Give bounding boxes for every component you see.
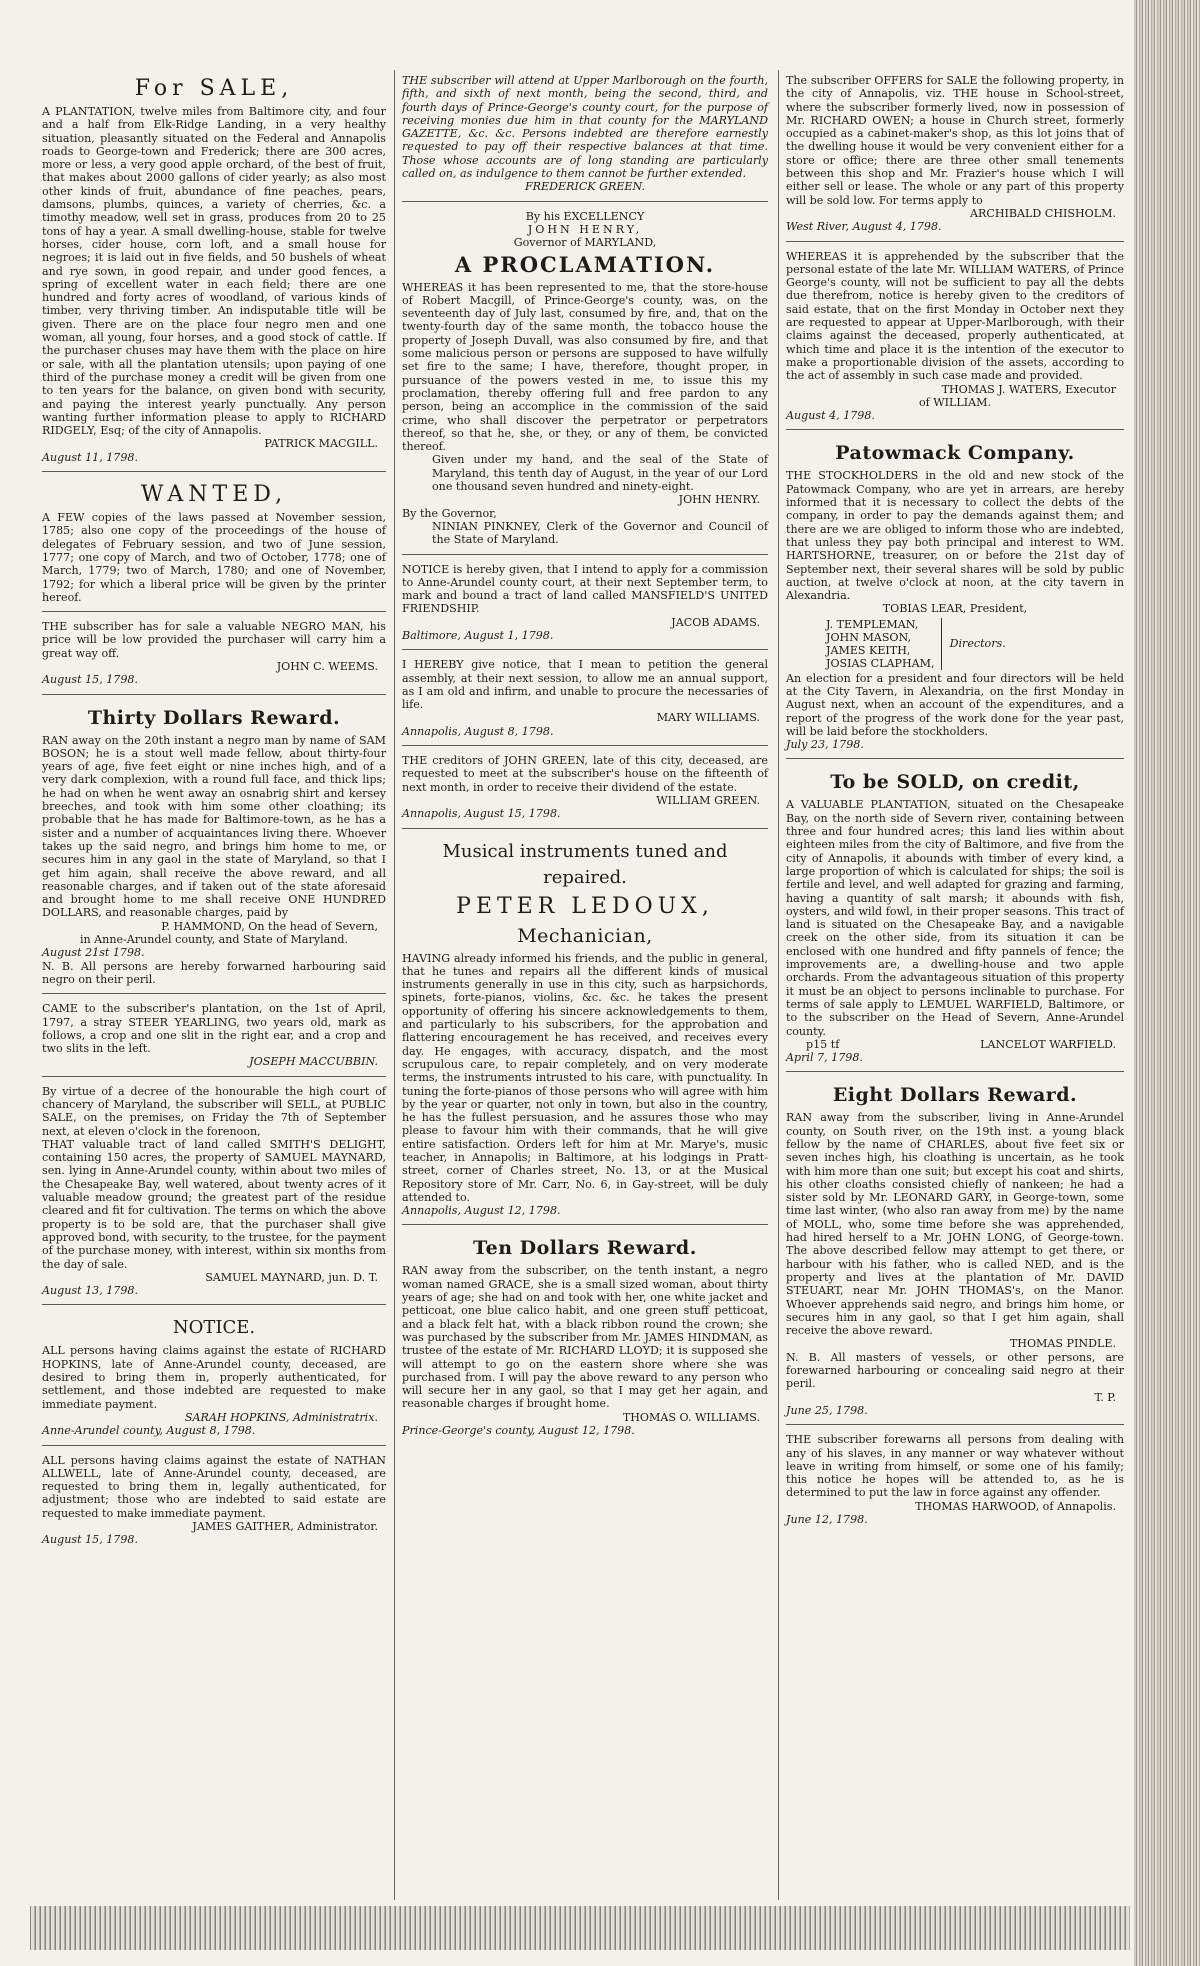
ad-signer: JOHN C. WEEMS. (276, 659, 378, 673)
mary-williams-ad (402, 654, 768, 746)
ad-heading-name: PETER LEDOUX, (456, 893, 714, 919)
ad-signer: SAMUEL MAYNARD, jun. D. T. (205, 1270, 378, 1284)
creditors-ad (402, 750, 768, 828)
ad-date: West River, August 4, 1798. (786, 220, 942, 234)
directors-list (826, 618, 1124, 670)
column-rule (394, 70, 395, 1900)
ad-heading: A PROCLAMATION. (454, 251, 716, 277)
ad-code: p15 tf (806, 1037, 840, 1051)
eight-dollars-ad (786, 1076, 1124, 1425)
ad-date: Anne-Arundel county, August 8, 1798. (42, 1424, 256, 1438)
ad-date: August 11, 1798. (42, 450, 139, 464)
ad-signer: THOMAS O. WILLIAMS. (622, 1410, 760, 1424)
ad-signer-line: in Anne-Arundel county, and State of Maryland. (79, 933, 349, 947)
ad-body: WHEREAS it is apprehended by the subscriber that the personal estate of the late Mr. WILLIAM WATERS, of Prince George's county, will not be sufficient to pay all the debts due therefrom, notice is hereby given to the creditors of said estate, that on the first Monday in October next they are requested to appear at Upper-Marlborough, with their claims against the deceased, properly authenticated, at which time and place it is the intention of the executor to make a proportionable division of the assets, according to the act of assembly in such case made and provided. (786, 249, 1124, 383)
scan-bottom-edge (30, 1906, 1130, 1950)
ad-heading: NOTICE. (172, 1317, 256, 1339)
proclamation-name: JOHN HENRY, (527, 222, 643, 236)
ad-body: CAME to the subscriber's plantation, on the 1st of April, 1797, a stray STEER YEARLING, two years old, mark as follows, a crop and one slit in the right ear, and a crop and two slits in the left. (42, 1002, 386, 1056)
thirty-dollars-ad (42, 699, 386, 995)
ad-body: NOTICE is hereby given, that I intend to apply for a commission to Anne-Arundel county court, at their next September term, to mark and bound a tract of land called MANSFIELD'S UNITED FRIENDSHIP. (402, 562, 768, 616)
patowmack-ad (786, 434, 1124, 759)
ad-signer: THOMAS J. WATERS, Executor (941, 382, 1116, 396)
ad-body-election: An election for a president and four directors will be held at the City Tavern, in Alexandria, on the first Monday in August next, when an account of the expenditures, and a report of the progress of the work done for the year past, will be laid before the stockholders. (786, 671, 1124, 738)
ad-date: April 7, 1798. (786, 1051, 863, 1065)
ad-signer: JACOB ADAMS. (671, 615, 760, 629)
chancery-ad (42, 1081, 386, 1306)
ad-date: June 25, 1798. (786, 1403, 868, 1417)
ad-body: HAVING already informed his friends, and the public in general, that he tunes and repairs all the different kinds of musical instruments generally in use in this city, such as harpsichords, spinets, forte-pianos, violins, &c. &c. he takes the present opportunity of offering his sincere acknowledgements to them, and particularly to his subscribers, for the approbation and flattering encouragement he has received, and receives every day. He engages, with accuracy, dispatch, and the most scrupulous care, to repair completely, and on very moderate terms, the instruments intrusted to his care, with punctuality. In tuning the forte-pianos of those persons who will agree with him by the year or quarter, not only in town, but also in the country, he has the fullest persuasion, and he assures those who may please to favour him with their commands, that he will give entire satisfaction. Orders left for him at Mr. Marye's, music teacher, in Annapolis; in Baltimore, at his lodgings in Pratt-street, corner of Charles street, No. 13, or at the Musical Repository store of Mr. Carr, No. 6, in Gay-street, will be duly attended to. (402, 951, 768, 1204)
proclamation-office: Governor of MARYLAND, (513, 236, 657, 250)
ad-heading: WANTED, (140, 482, 288, 508)
ad-body: RAN away on the 20th instant a negro man by name of SAM BOSON; he is a stout well made fellow, about thirty-four years of age, five feet eight or nine inches high, and of a very dark complexion, with a round full face, and thick lips; he had on when he went away an osnabrig shirt and kersey breeches, and took with him some other cloathing; its probable that he has made for Baltimore-town, as he has a sister and a number of acquaintances living there. Whoever takes up the said negro, and brings him home to me, or secures him in any gaol in the state of Maryland, so that I get him again, shall receive the above reward, and all reasonable charges, and if taken out of the state aforesaid and brought home to me shall receive ONE HUNDRED DOLLARS, and reasonable charges, paid by (42, 733, 386, 920)
director-name: JOHN MASON, (826, 630, 912, 644)
director-name: J. TEMPLEMAN, (826, 617, 919, 631)
ad-body: RAN away from the subscriber, living in Anne-Arundel county, on South river, on the 19th inst. a young black fellow by the name of CHARLES, about five feet six or seven inches high, his cloathing is uncertain, as he took with him more than one suit; but except his coat and shirts, his other cloaths consisted chiefly of nankeen; he had a sister sold by Mr. LEONARD GARY, in George-town, some time last winter, (who also ran away from me) by the name of MOLL, who, some time before she was apprehended, had hired herself to a Mr. JOHN LONG, of George-town. The above described fellow may attempt to get there, or harbour with his father, who is called NED, and is the property and lives at the plantation of Mr. DAVID STEUART, near Mr. JOHN THOMAS's, on the Manor. Whoever apprehends said negro, and brings him home, or secures him in any gaol, so that I get him again, shall receive the above reward. (786, 1111, 1124, 1338)
ad-body: A VALUABLE PLANTATION, situated on the Chesapeake Bay, on the north side of Severn river, containing between three and four hundred acres; this land lies within about eighteen miles from the city of Baltimore, and five from the city of Annapolis, it abounds with timber of every kind, a large proportion of which is calculated for ships; the soil is fertile and level, and well adapted for grazing and farming, having a quantity of salt marsh; it abounds with fish, oysters, and wild fowl, in their proper seasons. This tract of land is situated on the Chesapeake Bay, and a navigable creek on the other side, from its situation it can be enclosed with one hundred and fifty pannels of fence; the improvements are, a dwelling-house and two apple orchards. From the advantageous situation of this property it must be an object to persons inclinable to purchase. For terms of sale apply to LEMUEL WARFIELD, Baltimore, or to the subscriber on the Head of Severn, Anne-Arundel county. (786, 798, 1124, 1038)
ad-signer: LANCELOT WARFIELD. (980, 1037, 1116, 1051)
director-name: JAMES KEITH, (826, 643, 911, 657)
ad-signer: P. HAMMOND, On the head of Severn, (161, 919, 378, 933)
ten-dollars-ad (402, 1229, 768, 1444)
ad-date: Annapolis, August 12, 1798. (402, 1204, 561, 1218)
ad-date: August 13, 1798. (42, 1284, 139, 1298)
binding-edge (1134, 0, 1200, 1966)
ad-date: June 12, 1798. (786, 1513, 868, 1527)
ad-note: N. B. All masters of vessels, or other persons, are forewarned harbouring or concealing said negro at their peril. (786, 1350, 1124, 1391)
proclamation-given: Given under my hand, and the seal of the State of Maryland, this tenth day of August, in the year of our Lord one thousand seven hundred and ninety-eight. (432, 453, 768, 494)
ad-signer: SARAH HOPKINS, Administratrix. (184, 1410, 378, 1424)
ad-body: ALL persons having claims against the estate of RICHARD HOPKINS, late of Anne-Arundel county, deceased, are desired to bring them in, properly authenticated, for settlement, and those indebted are requested to make immediate payment. (42, 1344, 386, 1411)
proclamation-by: By his EXCELLENCY (525, 209, 645, 223)
ad-heading: Ten Dollars Reward. (473, 1237, 697, 1260)
sale-ad (42, 70, 386, 472)
ad-date: Annapolis, August 8, 1798. (402, 724, 554, 738)
column-2 (402, 70, 768, 1448)
ad-body: THE creditors of JOHN GREEN, late of this city, deceased, are requested to meet at the subscriber's house on the fifteenth of next month, in order to receive their dividend of the estate. (402, 754, 768, 794)
ad-heading-trade: Mechanician, (517, 924, 653, 947)
ad-heading: Thirty Dollars Reward. (87, 706, 341, 729)
ad-date: August 15, 1798. (42, 673, 139, 687)
ad-body: The subscriber OFFERS for SALE the following property, in the city of Annapolis, viz. THE house in School-street, where the subscriber formerly lived, now in possession of Mr. RICHARD OWEN; a house in Church street, formerly occupied as a cabinet-maker's shop, as this lot joins that of the dwelling house it would be very convenient either for a store or office; there are three other small tenements between this shop and Mr. Frazier's house which I will either sell or lease. The whole or any part of this property will be sold low. For terms apply to (786, 74, 1124, 207)
ad-signer: JAMES GAITHER, Administrator. (192, 1520, 378, 1534)
ad-body: RAN away from the subscriber, on the tenth instant, a negro woman named GRACE, she is a small sized woman, about thirty years of age; she had on and took with her, one white jacket and petticoat, one blue calico habit, and one green stuff petticoat, and a black felt hat, with a black ribbon round the crown; she was purchased by the subscriber from Mr. JAMES HINDMAN, as trustee of the estate of Mr. RICHARD LLOYD; it is supposed she will attempt to go on the eastern shore where she was purchased from. I will pay the above reward to any person who will secure her in any gaol, so that I may get her again, and reasonable charges if brought home. (402, 1264, 768, 1411)
ad-body: A FEW copies of the laws passed at November session, 1785; also one copy of the proceedings of the house of delegates of February session, and two of June session, 1777; one copy of March, and two of October, 1778; one of March, 1779; two of March, 1780; and one of November, 1792; for which a liberal price will be given by the printer hereof. (42, 511, 386, 604)
ad-signer: MARY WILLIAMS. (656, 711, 760, 725)
sold-ad (786, 763, 1124, 1072)
column-rule (778, 70, 779, 1900)
ad-heading: For SALE, (134, 76, 294, 101)
ad-date: Annapolis, August 15, 1798. (402, 807, 561, 821)
weems-ad (42, 616, 386, 694)
director-name: JOSIAS CLAPHAM, (826, 656, 935, 670)
ad-date: Prince-George's county, August 12, 1798. (402, 1424, 635, 1438)
ad-body: THE STOCKHOLDERS in the old and new stock of the Patowmack Company, who are yet in arrears, are hereby informed that it is necessary to collect the debts of the company, in order to pay the demands against them; and there are we are obliged to inform those who are indebted, that unless they pay both principal and interest to WM. HARTSHORNE, treasurer, on or before the 21st day of September next, their several shares will be sold by public auction, at twelve o'clock at noon, at the city tavern in Alexandria. (786, 469, 1124, 603)
ad-body: I HEREBY give notice, that I mean to petition the general assembly, at their next session, to allow me an annual support, as I am old and infirm, and unable to procure the necessaries of life. (402, 658, 768, 712)
adams-ad (402, 559, 768, 651)
steer-ad (42, 998, 386, 1076)
proclamation (402, 206, 768, 555)
ad-signer: JOSEPH MACCUBBIN. (249, 1055, 378, 1069)
harwood-ad (786, 1429, 1124, 1533)
ad-note: N. B. All persons are hereby forwarned harbouring said negro on their peril. (42, 959, 386, 986)
ad-body: A PLANTATION, twelve miles from Baltimore city, and four and a half from Elk-Ridge Landing, in a very healthy situation, pleasantly situated on the Federal and Annapolis roads to George-town and Frederick; there are 300 acres, more or less, a very good apple orchard, of the best of fruit, that makes about 2000 gallons of cider yearly; as also most other kinds of fruit, abundance of fine peaches, pears, damsons, plumbs, quinces, a variety of cherries, &c. a timothy meadow, well set in grass, produces from 20 to 25 tons of hay a year. A small dwelling-house, stable for twelve horses, cider house, corn loft, and a small house for negroes; it is laid out in five fields, and 50 bushels of wheat and rye sown, in good repair, and under good fences, a spring of excellent water in each field; there are one hundred and forty acres of woodland, of various kinds of timber, very thriving timber. An indisputable title will be given. There are on the place four negro men and one woman, all young, four horses, and a good stock of cattle. If the purchaser chuses may have them with the place on hire or sale, with all the plantation utensils; upon paying of one third of the purchase money a credit will be given from one to ten years for the balance, on given bond with security, and paying the interest yearly punctually. Any person wanting further information please to apply to RICHARD RIDGELY, Esq; of the city of Annapolis. (42, 105, 386, 438)
ad-date: July 23, 1798. (786, 738, 864, 752)
green-ad (402, 70, 768, 202)
ad-heading: To be SOLD, on credit, (830, 771, 1080, 794)
wanted-ad (42, 476, 386, 612)
ad-signer: ARCHIBALD CHISHOLM. (969, 206, 1116, 220)
ad-intro: By virtue of a decree of the honourable the high court of chancery of Maryland, the subscriber will SELL, at PUBLIC SALE, on the premises, on Friday the 7th of September next, at eleven o'clock in the forenoon, (42, 1084, 386, 1138)
ad-date: August 15, 1798. (42, 1533, 139, 1547)
ad-date: Baltimore, August 1, 1798. (402, 628, 554, 642)
ad-heading: Eight Dollars Reward. (832, 1084, 1078, 1107)
ad-body: WHEREAS it has been represented to me, that the store-house of Robert Macgill, of Prince-George's county, was, on the seventeenth day of July last, consumed by fire, and, that on the twenty-fourth day of the same month, the tobacco house the property of Joseph Duvall, was also consumed by fire, and that some malicious person or persons are supposed to have wilfully set fire to the same; I have, therefore, thought proper, in pursuance of the powers vested in me, to issue this my proclamation, thereby offering full and free pardon to any person, being an accomplice in the commission of the said crime, who shall discover the perpetrator or perpetrators thereof, so that he, she, or they, or any of them, be convicted thereof. (402, 280, 768, 454)
ad-body: THE subscriber will attend at Upper Marlborough on the fourth, fifth, and sixth of next month, being the second, third, and fourth days of Prince-George's county court, for the purpose of receiving monies due him in that county for the MARYLAND GAZETTE, &c. &c. Persons indebted are therefore earnestly requested to pay off their respective balances at that time. Those whose accounts are of long standing are particularly called on, as indulgence to them cannot be further extended. (402, 74, 768, 181)
ad-signer: JOHN HENRY. (678, 493, 760, 507)
chisholm-ad (786, 70, 1124, 242)
ad-signer-line: of WILLIAM. (918, 395, 992, 409)
ad-heading: Patowmack Company. (835, 442, 1075, 465)
ad-date: August 4, 1798. (786, 409, 875, 423)
ad-body: ALL persons having claims against the estate of NATHAN ALLWELL, late of Anne-Arundel county, deceased, are requested to bring them in, legally authenticated, for adjustment; those who are indebted to said estate are requested to make immediate payment. (42, 1453, 386, 1520)
ledoux-ad (402, 833, 768, 1226)
directors-label: Directors. (949, 637, 1006, 651)
proclamation-clerk: NINIAN PINKNEY, Clerk of the Governor and Council of the State of Maryland. (432, 519, 768, 547)
notice-ad (42, 1309, 386, 1445)
ad-body: THAT valuable tract of land called SMITH'S DELIGHT, containing 150 acres, the property of SAMUEL MAYNARD, sen. lying in Anne-Arundel county, within about two miles of the Chesapeake Bay, well watered, about twenty acres of it valuable meadow ground; the greatest part of the residue cleared and fit for cultivation. The terms on which the above property is to be sold are, that the purchaser shall give approved bond, with security, to the trustee, for the payment of the purchase money, with interest, within six months from the day of sale. (42, 1137, 386, 1271)
ad-body: THE subscriber forewarns all persons from dealing with any of his slaves, in any manner or way whatever without leave in writing from himself, or some one of his family; this notice he hopes will be attended to, as he is determined to put the law in force against any offender. (786, 1433, 1124, 1500)
column-3 (786, 70, 1124, 1537)
ad-heading: Musical instruments tuned and repaired. (442, 840, 728, 888)
ad-signer: THOMAS HARWOOD, of Annapolis. (915, 1499, 1116, 1513)
ad-initials: T. P. (1094, 1390, 1116, 1404)
ad-signer: FREDERICK GREEN. (524, 180, 646, 194)
patowmack-president: TOBIAS LEAR, President, (882, 602, 1028, 616)
ad-signer: WILLIAM GREEN. (656, 793, 760, 807)
waters-ad (786, 246, 1124, 431)
ad-date: August 21st 1798. (42, 946, 145, 960)
ad-body: THE subscriber has for sale a valuable NEGRO MAN, his price will be low provided the purchaser will carry him a great way off. (42, 620, 386, 660)
column-1 (42, 70, 386, 1558)
allwell-ad (42, 1450, 386, 1554)
proclamation-by-governor: By the Governor, (402, 506, 497, 520)
ad-signer: PATRICK MACGILL. (264, 437, 378, 451)
ad-signer: THOMAS PINDLE. (1009, 1337, 1116, 1351)
